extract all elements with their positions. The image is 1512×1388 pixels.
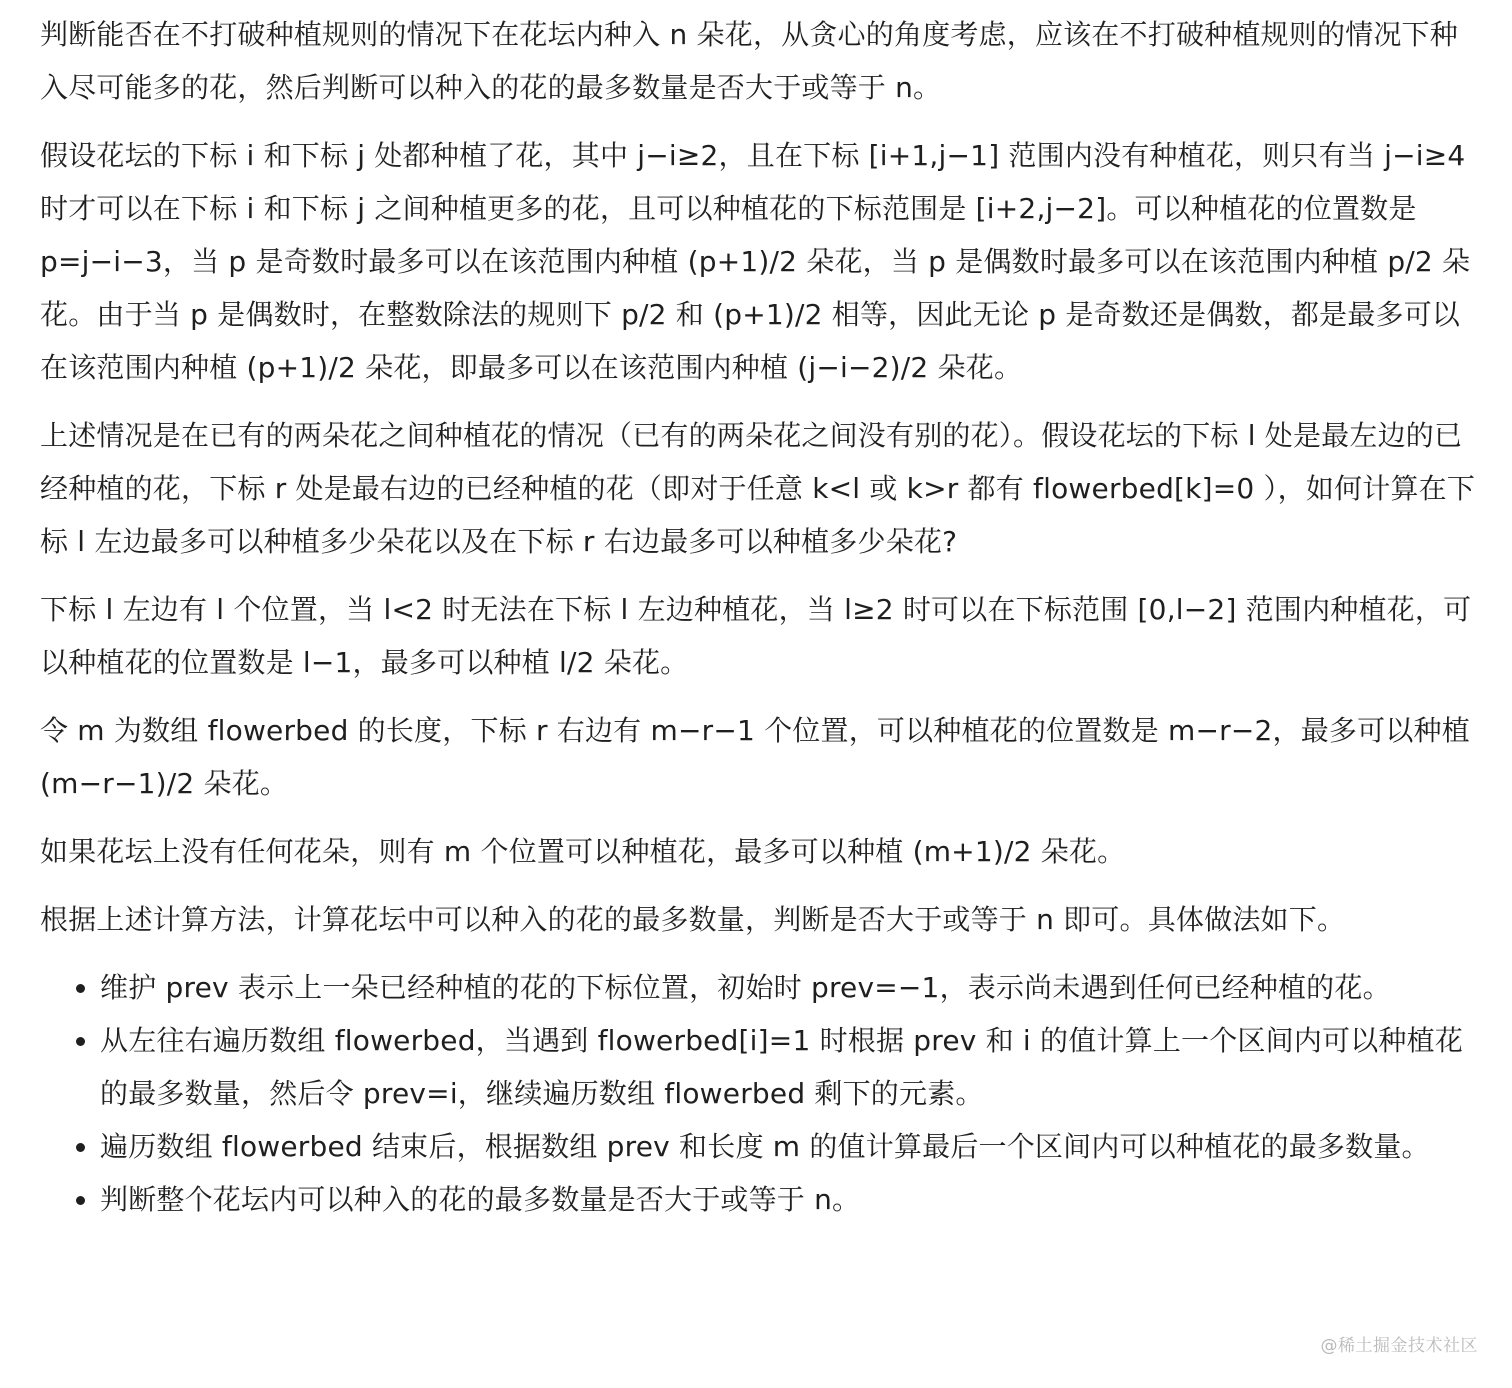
paragraph-method: 根据上述计算方法，计算花坛中可以种入的花的最多数量，判断是否大于或等于 n 即可。具体做法如下。	[40, 903, 1346, 936]
watermark: @稀土掘金技术社区	[1320, 1336, 1478, 1356]
paragraph-between-flowers: 假设花坛的下标 i 和下标 j 处都种植了花，其中 j−i≥2，且在下标 [i+1,j−1] 范围内没有种植花，则只有当 j−i≥4 时才可以在下标 i 和下标 j 之间种植更多的花，且可以种植花的下标范围是 [i+2,j−2]。可以种植花的位置数是 p=j−i−3，当 p 是奇数时最多可以在该范围内种植 (p+1)/2 朵花，当 p 是偶数时最多可以在该范围内种植 p/2 朵花。由于当 p 是偶数时，在整数除法的规则下 p/2 和 (p+1)/2 相等，因此无论 p 是奇数还是偶数，都是最多可以在该范围内种植 (p+1)/2 朵花，即最多可以在该范围内种植 (j−i−2)/2 朵花。	[40, 139, 1471, 384]
paragraph-edge-question: 上述情况是在已有的两朵花之间种植花的情况（已有的两朵花之间没有别的花）。假设花坛的下标 l 处是最左边的已经种植的花，下标 r 处是最右边的已经种植的花（即对于任意 k<l 或 k>r 都有 flowerbed[k]=0 ），如何计算在下标 l 左边最多可以种植多少朵花以及在下标 r 右边最多可以种植多少朵花?	[40, 419, 1476, 558]
paragraph-right-edge: 令 m 为数组 flowerbed 的长度，下标 r 右边有 m−r−1 个位置，可以种植花的位置数是 m−r−2，最多可以种植 (m−r−1)/2 朵花。	[40, 714, 1470, 800]
list-item: • 判断整个花坛内可以种入的花的最多数量是否大于或等于 n。	[100, 1173, 1480, 1226]
list-item: • 遍历数组 flowerbed 结束后，根据数组 prev 和长度 m 的值计算最后一个区间内可以种植花的最多数量。	[100, 1120, 1480, 1173]
steps-list	[40, 961, 1480, 1226]
list-item: • 维护 prev 表示上一朵已经种植的花的下标位置，初始时 prev=−1，表示尚未遇到任何已经种植的花。	[100, 961, 1480, 1014]
paragraph-greedy-intro: 判断能否在不打破种植规则的情况下在花坛内种入 n 朵花，从贪心的角度考虑，应该在不打破种植规则的情况下种入尽可能多的花，然后判断可以种入的花的最多数量是否大于或等于 n。	[40, 18, 1458, 104]
list-item: • 从左往右遍历数组 flowerbed，当遇到 flowerbed[i]=1 时根据 prev 和 i 的值计算上一个区间内可以种植花的最多数量，然后令 prev=i，继续遍历数组 flowerbed 剩下的元素。	[100, 1014, 1480, 1120]
paragraph-left-edge: 下标 l 左边有 l 个位置，当 l<2 时无法在下标 l 左边种植花，当 l≥2 时可以在下标范围 [0,l−2] 范围内种植花，可以种植花的位置数是 l−1，最多可以种植 l/2 朵花。	[40, 593, 1472, 679]
article-body	[40, 8, 1480, 1226]
paragraph-empty-bed: 如果花坛上没有任何花朵，则有 m 个位置可以种植花，最多可以种植 (m+1)/2 朵花。	[40, 835, 1126, 868]
